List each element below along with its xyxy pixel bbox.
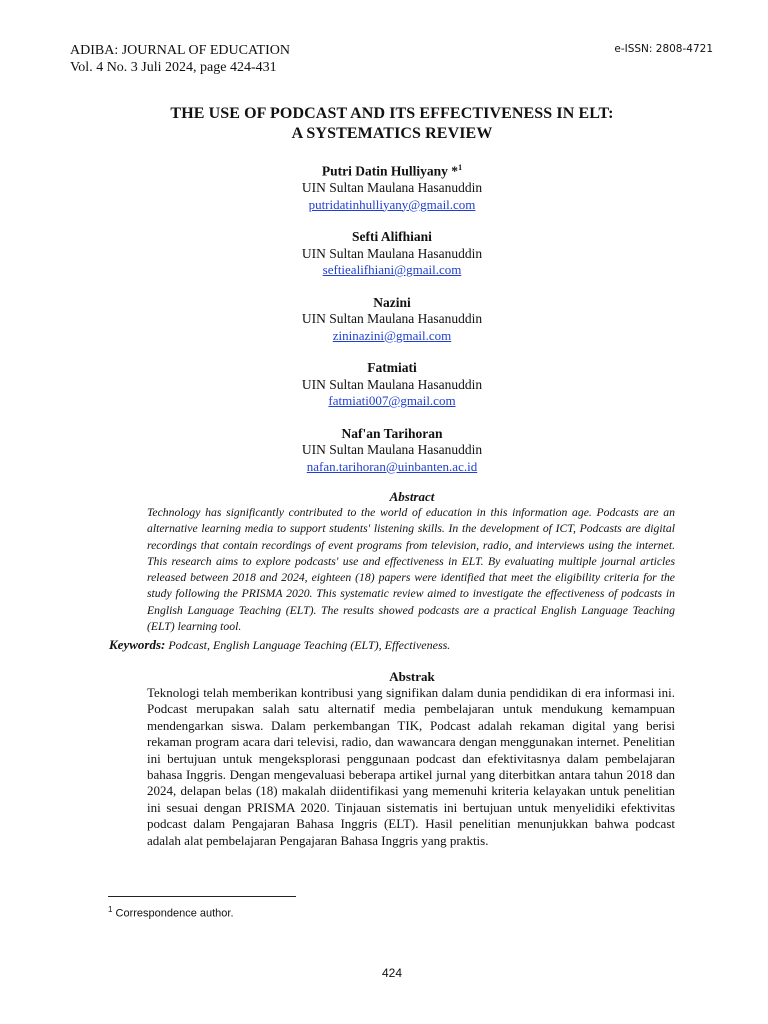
author-block [0,160,768,213]
keywords-text: Podcast, English Language Teaching (ELT), Effectiveness. [168,638,451,652]
author-affiliation: UIN Sultan Maulana Hasanuddin [301,311,483,326]
author-name [0,160,768,180]
journal-header [70,42,290,76]
author-email-link[interactable]: fatmiati007@gmail.com [328,393,456,408]
author-affiliation: UIN Sultan Maulana Hasanuddin [301,376,483,392]
author-affiliation: UIN Sultan Maulana Hasanuddin [301,180,483,195]
paper-title [0,104,768,144]
author-name: Naf'an Tarihoran [341,425,443,441]
author-block [0,229,768,279]
keywords-label: Keywords: [109,637,166,652]
footnote-text: Correspondence author. [112,907,234,920]
abstrak-body: Teknologi telah memberikan kontribusi yang signifikan dalam dunia pendidikan di era informasi ini. Podcast merupakan salah satu alternatif media pembelajaran untuk mendukung kemampuan mendengarkan siswa. Dalam perkembangan TIK, Podcast adalah rekaman digital yang berisi rekaman program acara dari televisi, radio, dan wawancara dengan menggunakan internet. Penelitian ini bertujuan untuk mengeksplorasi penggunaan podcast dan efektivitasnya dalam pembelajaran bahasa Inggris. Dengan mengevaluasi beberapa artikel jurnal yang diterbitkan antara tahun 2018 dan 2024, delapan belas (18) makalah diidentifikasi yang memenuhi kriteria kelayakan untuk penelitian ini sesuai dengan PRISMA 2020. Tinjauan sistematis ini bertujuan untuk menyelidiki efektivitas podcast dalam Pengajaran Bahasa Inggris (ELT). Hasil penelitian menunjukkan bahwa podcast adalah alat pembelajaran Pengajaran Bahasa Inggris yang praktis. [147,685,675,848]
author-name: Sefti Alifhiani [352,229,432,244]
author-name-text: Putri Datin Hulliyany * [321,163,459,179]
abstrak-heading: Abstrak [389,669,435,684]
footnote-divider [108,896,296,897]
page-number: 424 [381,966,403,980]
abstract-heading: Abstract [389,489,435,504]
author-email-link[interactable]: nafan.tarihoran@uinbanten.ac.id [306,458,478,474]
author-email-link[interactable]: zininazini@gmail.com [332,327,452,343]
abstract-body: Technology has significantly contributed to the world of education in this information age. Podcasts are an alternative learning media to support students' listening skills. In the development of ICT, Podcasts are digital recordings that contain recordings of event programs from television, radio, and interviews using the internet. This research aims to explore podcasts' use and effectiveness in ELT. By evaluating multiple journal articles released between 2018 and 2024, eighteen (18) papers were identified that meet the eligibility criteria for the study following the PRISMA 2020. This systematic review aimed to investigate the effectiveness of podcasts in English Language Teaching (ELT). The results showed podcasts are a practical English Language Teaching (ELT) learning tool. [147,506,675,634]
author-email-link[interactable]: seftiealifhiani@gmail.com [322,262,462,277]
author-affiliation: UIN Sultan Maulana Hasanuddin [301,442,483,457]
author-block [0,426,768,476]
author-block [0,360,768,410]
footnote-mark: 1 [108,905,113,914]
author-affiliation: UIN Sultan Maulana Hasanuddin [301,245,483,261]
paper-title-line-1: THE USE OF PODCAST AND ITS EFFECTIVENESS IN ELT: [170,105,614,122]
author-name: Nazini [373,294,411,310]
author-email-link[interactable]: putridatinhulliyany@gmail.com [308,196,476,212]
footnote [108,905,234,920]
journal-issn: e-ISSN: 2808-4721 [614,43,713,55]
footnote-mark: 1 [458,163,463,172]
author-list [0,160,768,491]
paper-title-line-2: A SYSTEMATICS REVIEW [291,125,493,142]
author-name: Fatmiati [367,360,417,375]
journal-name: ADIBA: JOURNAL OF EDUCATION [70,43,290,58]
keywords-line [109,637,450,653]
author-block [0,295,768,345]
journal-volume: Vol. 4 No. 3 Juli 2024, page 424-431 [70,60,277,75]
